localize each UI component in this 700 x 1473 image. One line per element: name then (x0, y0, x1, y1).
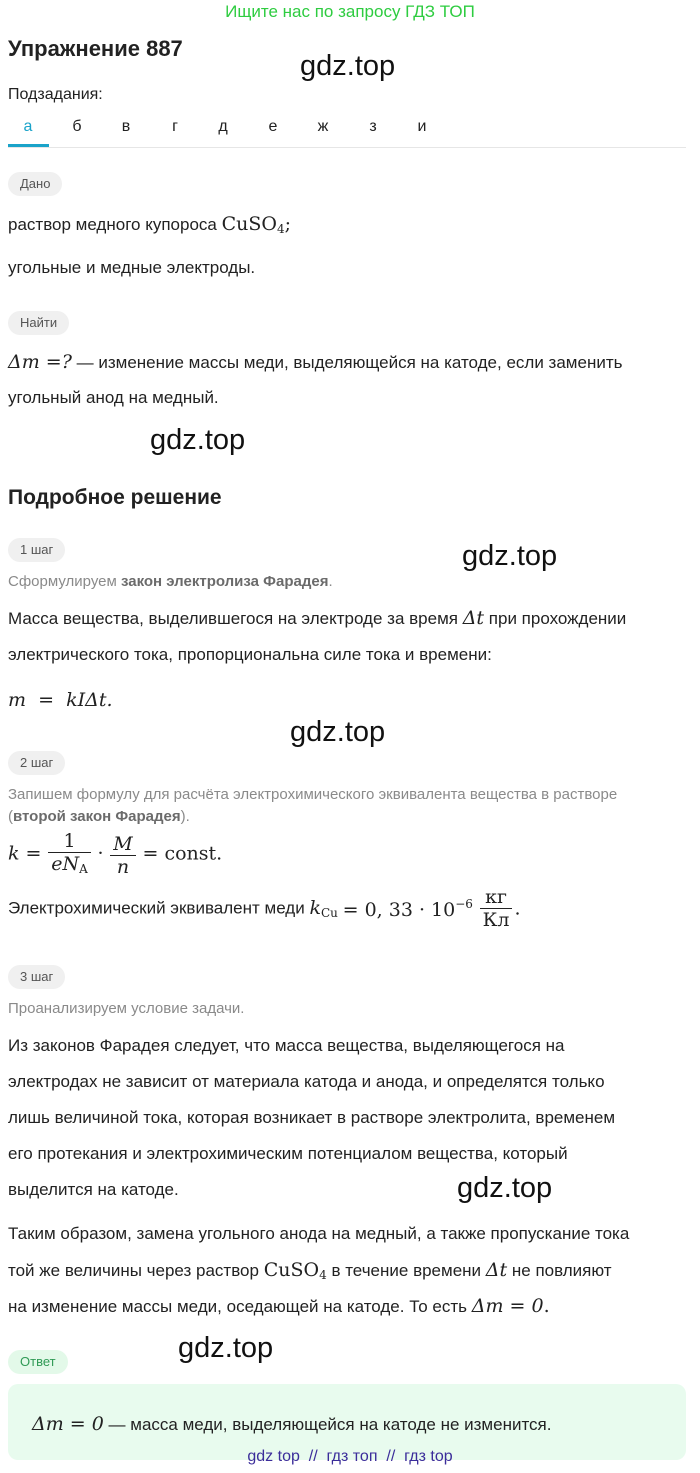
step-3-line-1: Из законов Фарадея следует, что масса вещества, выделяющегося на (8, 1036, 565, 1055)
tab-i[interactable]: и (417, 118, 427, 135)
step-2-hint-line-2: (второй закон Фарадея). (8, 808, 190, 825)
tab-e[interactable]: е (268, 118, 278, 135)
subtask-tabs (8, 110, 686, 148)
watermark: gdz.top (457, 1172, 553, 1204)
step-3-line-5: выделится на катоде. (8, 1180, 179, 1199)
step-2-hint-line-1: Запишем формулу для расчёта электрохимического эквивалента вещества в растворе (8, 786, 618, 803)
tab-z[interactable]: з (369, 118, 377, 135)
step-1-pill: 1 шаг (8, 538, 65, 562)
tab-v[interactable]: в (121, 118, 131, 135)
active-tab-underline (8, 144, 49, 147)
step-1-paragraph-line-2: электрического тока, пропорциональна силе тока и времени: (8, 645, 492, 664)
step-3-conclusion-line-3: на изменение массы меди, оседающей на катоде. То есть Δm = 0. (8, 1295, 550, 1317)
top-banner: Ищите нас по запросу ГДЗ ТОП (225, 2, 475, 21)
step-3-hint: Проанализируем условие задачи. (8, 1000, 245, 1017)
answer-text: Δm = 0 — масса меди, выделяющейся на катоде не изменится. (32, 1413, 552, 1435)
step-1-hint: Сформулируем закон электролиза Фарадея. (8, 573, 333, 590)
tab-d[interactable]: д (218, 118, 228, 135)
step-2-pill: 2 шаг (8, 751, 65, 775)
find-line-2: угольный анод на медный. (8, 388, 219, 407)
find-pill: Найти (8, 311, 69, 335)
given-line-2: угольные и медные электроды. (8, 258, 256, 277)
step-2-equivalent: Электрохимический эквивалент меди $k_{Cu} = 0$, $33 \cdot 10^{-6}$ $\frac{кг}{Кл}$ . (8, 886, 521, 931)
step-1-formula: m = kIΔt. (8, 689, 113, 711)
step-1-paragraph-line-1: Масса вещества, выделившегося на электроде за время Δt при прохождении (8, 607, 627, 629)
step-3-conclusion-line-2: той же величины через раствор CuSO$_4$ в течение времени Δt не повлияют (8, 1259, 612, 1282)
step-3-line-3: лишь величиной тока, которая возникает в растворе электролита, временем (8, 1108, 616, 1127)
tab-b[interactable]: б (72, 118, 82, 135)
find-line-1: Δm =? — изменение массы меди, выделяющейся на катоде, если заменить (8, 351, 623, 373)
fraction-M-over-n: $\frac{M}{n}$ (110, 833, 135, 878)
page-title: Упражнение 887 (8, 36, 183, 61)
given-line-1: раствор медного купороса CuSO$_4$; (8, 213, 292, 236)
watermark: gdz.top (178, 1332, 274, 1364)
step-3-line-2: электродах не зависит от материала катода и анода, и определятся только (8, 1072, 605, 1091)
solution-heading: Подробное решение (8, 486, 222, 509)
fraction-1-over-eNA: $\frac{1}{eN_A}$ (48, 830, 91, 880)
step-3-line-4: его протекания и электрохимическим потенциалом вещества, который (8, 1144, 568, 1163)
unit-kg-per-cl: $\frac{кг}{Кл}$ (480, 886, 513, 931)
step-3-pill: 3 шаг (8, 965, 65, 989)
watermark: gdz.top (300, 50, 396, 82)
given-pill: Дано (8, 172, 62, 196)
answer-pill: Ответ (8, 1350, 68, 1374)
watermark: gdz.top (462, 540, 558, 572)
tab-g[interactable]: г (172, 118, 178, 135)
tab-a[interactable]: а (23, 118, 33, 135)
footer-links[interactable]: gdz top // гдз топ // гдз top (247, 1448, 453, 1465)
step-2-formula: k = $\frac{1}{eN_A}$ · $\frac{M}{n}$ = const. (8, 830, 222, 880)
watermark: gdz.top (290, 716, 386, 748)
tab-zh[interactable]: ж (317, 118, 329, 135)
watermark: gdz.top (150, 424, 246, 456)
step-3-conclusion-line-1: Таким образом, замена угольного анода на медный, а также пропускание тока (8, 1224, 630, 1243)
subtasks-label: Подзадания: (8, 86, 103, 103)
